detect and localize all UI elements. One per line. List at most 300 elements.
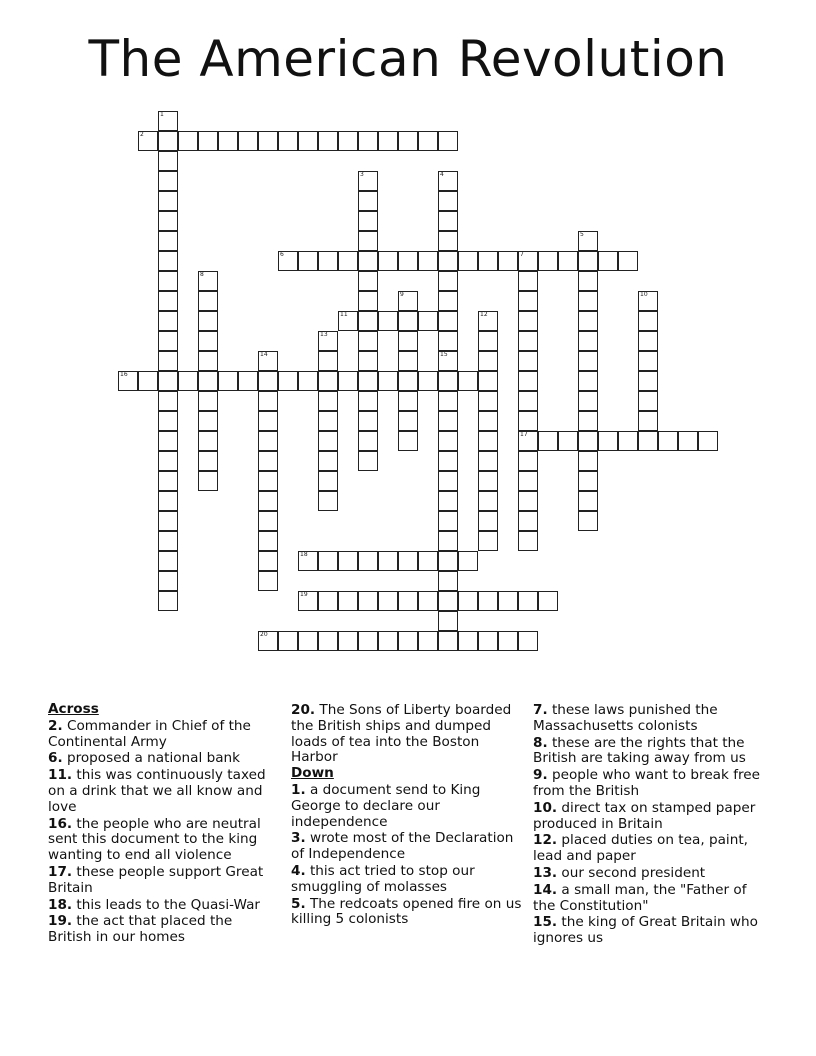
across-clue	[48, 898, 280, 914]
down-clue-list-continued	[533, 703, 768, 947]
grid-cell[interactable]	[618, 251, 638, 271]
clue-text: the king of Great Britain who ignores us	[533, 914, 758, 947]
grid-cell[interactable]	[578, 511, 598, 531]
grid-cell[interactable]	[158, 471, 178, 491]
grid-cell[interactable]	[158, 551, 178, 571]
clue-number: 1	[160, 111, 164, 118]
grid-cell[interactable]	[318, 471, 338, 491]
grid-cell[interactable]	[518, 511, 538, 531]
grid-cell[interactable]	[158, 191, 178, 211]
across-clue	[48, 817, 280, 864]
grid-cell[interactable]	[538, 431, 558, 451]
down-clue	[291, 897, 523, 929]
grid-cell[interactable]	[198, 411, 218, 431]
grid-cell[interactable]	[358, 211, 378, 231]
clue-text: a document send to King George to declare our independence	[291, 781, 481, 830]
grid-cell[interactable]	[398, 631, 418, 651]
grid-cell[interactable]	[318, 451, 338, 471]
grid-cell[interactable]	[158, 251, 178, 271]
grid-cell[interactable]	[478, 511, 498, 531]
grid-cell[interactable]	[318, 251, 338, 271]
grid-cell[interactable]	[438, 251, 458, 271]
grid-cell[interactable]	[398, 131, 418, 151]
grid-cell[interactable]	[498, 631, 518, 651]
grid-cell[interactable]	[278, 371, 298, 391]
grid-cell[interactable]	[438, 351, 458, 371]
grid-cell[interactable]	[258, 551, 278, 571]
grid-cell[interactable]	[578, 431, 598, 451]
clue-number: 20.	[291, 702, 316, 718]
grid-cell[interactable]	[198, 351, 218, 371]
grid-cell[interactable]	[378, 131, 398, 151]
grid-cell[interactable]	[158, 131, 178, 151]
grid-cell[interactable]	[438, 411, 458, 431]
grid-cell[interactable]	[438, 571, 458, 591]
grid-cell[interactable]	[518, 391, 538, 411]
grid-cell[interactable]	[398, 351, 418, 371]
grid-cell[interactable]	[358, 291, 378, 311]
grid-cell[interactable]	[158, 351, 178, 371]
grid-cell[interactable]	[258, 471, 278, 491]
grid-cell[interactable]	[278, 251, 298, 271]
grid-cell[interactable]	[578, 271, 598, 291]
grid-cell[interactable]	[518, 271, 538, 291]
grid-cell[interactable]	[298, 591, 318, 611]
grid-cell[interactable]	[318, 631, 338, 651]
grid-cell[interactable]	[518, 591, 538, 611]
down-clue-list	[291, 783, 523, 928]
clue-number: 19	[300, 591, 308, 598]
grid-cell[interactable]	[378, 551, 398, 571]
grid-cell[interactable]	[578, 411, 598, 431]
grid-cell[interactable]	[158, 511, 178, 531]
grid-cell[interactable]	[278, 131, 298, 151]
clue-text: wrote most of the Declaration of Independence	[291, 830, 514, 863]
grid-cell[interactable]	[398, 591, 418, 611]
grid-cell[interactable]	[158, 331, 178, 351]
grid-cell[interactable]	[258, 631, 278, 651]
clue-number: 14	[260, 351, 268, 358]
grid-cell[interactable]	[358, 451, 378, 471]
grid-cell[interactable]	[418, 311, 438, 331]
clue-text: placed duties on tea, paint, lead and paper	[533, 832, 748, 865]
grid-cell[interactable]	[318, 591, 338, 611]
grid-cell[interactable]	[438, 171, 458, 191]
grid-cell[interactable]	[158, 171, 178, 191]
grid-cell[interactable]	[258, 531, 278, 551]
clue-text: our second president	[557, 864, 706, 881]
grid-cell[interactable]	[258, 491, 278, 511]
grid-cell[interactable]	[458, 251, 478, 271]
grid-cell[interactable]	[358, 411, 378, 431]
grid-cell[interactable]	[438, 391, 458, 411]
clue-text: the act that placed the British in our homes	[48, 913, 233, 946]
grid-cell[interactable]	[378, 631, 398, 651]
grid-cell[interactable]	[578, 251, 598, 271]
grid-cell[interactable]	[298, 631, 318, 651]
grid-cell[interactable]	[458, 551, 478, 571]
grid-cell[interactable]	[298, 251, 318, 271]
across-heading: Across	[48, 701, 99, 717]
grid-cell[interactable]	[398, 391, 418, 411]
grid-cell[interactable]	[418, 631, 438, 651]
clues-column-2	[291, 702, 523, 928]
clue-number: 15.	[533, 914, 558, 931]
across-clue	[291, 703, 523, 766]
grid-cell[interactable]	[518, 311, 538, 331]
clues-column-3	[533, 702, 768, 947]
grid-cell[interactable]	[438, 591, 458, 611]
grid-cell[interactable]	[258, 411, 278, 431]
clue-number: 5	[580, 231, 584, 238]
grid-cell[interactable]	[438, 511, 458, 531]
grid-cell[interactable]	[618, 431, 638, 451]
grid-cell[interactable]	[698, 431, 718, 451]
grid-cell[interactable]	[158, 271, 178, 291]
grid-cell[interactable]	[638, 351, 658, 371]
grid-cell[interactable]	[158, 591, 178, 611]
grid-cell[interactable]	[138, 371, 158, 391]
clue-text: this leads to the Quasi-War	[72, 896, 260, 913]
clue-number: 3.	[291, 830, 306, 847]
grid-cell[interactable]	[438, 371, 458, 391]
grid-cell[interactable]	[198, 471, 218, 491]
grid-cell[interactable]	[198, 311, 218, 331]
grid-cell[interactable]	[578, 331, 598, 351]
grid-cell[interactable]	[178, 131, 198, 151]
clue-number: 11.	[48, 767, 73, 784]
grid-cell[interactable]	[378, 371, 398, 391]
clue-number: 4.	[291, 862, 306, 879]
grid-cell[interactable]	[538, 251, 558, 271]
grid-cell[interactable]	[278, 631, 298, 651]
clue-text: the people who are neutral sent this document to the king wanting to end all violence	[48, 815, 261, 864]
grid-cell[interactable]	[598, 251, 618, 271]
grid-cell[interactable]	[158, 391, 178, 411]
grid-cell[interactable]	[578, 351, 598, 371]
clue-text: these people support Great Britain	[48, 863, 264, 896]
grid-cell[interactable]	[338, 371, 358, 391]
grid-cell[interactable]	[358, 431, 378, 451]
grid-cell[interactable]	[318, 131, 338, 151]
grid-cell[interactable]	[358, 391, 378, 411]
clue-number: 14.	[533, 881, 558, 898]
grid-cell[interactable]	[318, 431, 338, 451]
grid-cell[interactable]	[498, 251, 518, 271]
grid-cell[interactable]	[578, 471, 598, 491]
grid-cell[interactable]	[398, 431, 418, 451]
grid-cell[interactable]	[478, 311, 498, 331]
grid-cell[interactable]	[338, 311, 358, 331]
grid-cell[interactable]	[478, 351, 498, 371]
grid-cell[interactable]	[398, 291, 418, 311]
grid-cell[interactable]	[358, 551, 378, 571]
down-clue	[533, 883, 768, 915]
grid-cell[interactable]	[578, 391, 598, 411]
clue-number: 8	[200, 271, 204, 278]
grid-cell[interactable]	[418, 131, 438, 151]
grid-cell[interactable]	[298, 551, 318, 571]
grid-cell[interactable]	[258, 391, 278, 411]
grid-cell[interactable]	[518, 371, 538, 391]
grid-cell[interactable]	[258, 511, 278, 531]
clue-number: 2.	[48, 717, 63, 734]
grid-cell[interactable]	[198, 391, 218, 411]
clue-number: 4	[440, 171, 444, 178]
clue-number: 9.	[533, 767, 548, 784]
grid-cell[interactable]	[518, 451, 538, 471]
grid-cell[interactable]	[478, 491, 498, 511]
grid-cell[interactable]	[638, 371, 658, 391]
grid-cell[interactable]	[518, 251, 538, 271]
grid-cell[interactable]	[438, 451, 458, 471]
grid-cell[interactable]	[578, 311, 598, 331]
grid-cell[interactable]	[358, 271, 378, 291]
clue-number: 19.	[48, 913, 73, 930]
grid-cell[interactable]	[438, 311, 458, 331]
grid-cell[interactable]	[518, 411, 538, 431]
grid-cell[interactable]	[358, 331, 378, 351]
grid-cell[interactable]	[358, 231, 378, 251]
grid-cell[interactable]	[418, 551, 438, 571]
grid-cell[interactable]	[158, 311, 178, 331]
grid-cell[interactable]	[318, 411, 338, 431]
grid-cell[interactable]	[578, 451, 598, 471]
down-clue	[533, 833, 768, 865]
grid-cell[interactable]	[458, 631, 478, 651]
grid-cell[interactable]	[398, 251, 418, 271]
grid-cell[interactable]	[298, 371, 318, 391]
grid-cell[interactable]	[198, 431, 218, 451]
grid-cell[interactable]	[198, 131, 218, 151]
clue-number: 2	[140, 131, 144, 138]
grid-cell[interactable]	[198, 451, 218, 471]
grid-cell[interactable]	[258, 431, 278, 451]
clue-text: Commander in Chief of the Continental Army	[48, 717, 251, 750]
grid-cell[interactable]	[318, 331, 338, 351]
clues-column-1	[48, 702, 280, 946]
grid-cell[interactable]	[378, 251, 398, 271]
grid-cell[interactable]	[258, 571, 278, 591]
grid-cell[interactable]	[438, 551, 458, 571]
grid-cell[interactable]	[398, 371, 418, 391]
grid-cell[interactable]	[418, 371, 438, 391]
grid-cell[interactable]	[318, 351, 338, 371]
grid-cell[interactable]	[338, 591, 358, 611]
grid-cell[interactable]	[638, 431, 658, 451]
grid-cell[interactable]	[118, 371, 138, 391]
grid-cell[interactable]	[518, 431, 538, 451]
grid-cell[interactable]	[138, 131, 158, 151]
grid-cell[interactable]	[358, 131, 378, 151]
across-clue-list-continued	[291, 703, 523, 766]
grid-cell[interactable]	[478, 531, 498, 551]
grid-cell[interactable]	[678, 431, 698, 451]
grid-cell[interactable]	[318, 551, 338, 571]
grid-cell[interactable]	[338, 551, 358, 571]
grid-cell[interactable]	[438, 491, 458, 511]
clue-number: 18	[300, 551, 308, 558]
grid-cell[interactable]	[218, 131, 238, 151]
grid-cell[interactable]	[158, 491, 178, 511]
grid-cell[interactable]	[518, 531, 538, 551]
grid-cell[interactable]	[578, 371, 598, 391]
grid-cell[interactable]	[638, 311, 658, 331]
grid-cell[interactable]	[518, 331, 538, 351]
grid-cell[interactable]	[158, 151, 178, 171]
grid-cell[interactable]	[538, 591, 558, 611]
grid-cell[interactable]	[398, 311, 418, 331]
grid-cell[interactable]	[518, 491, 538, 511]
clue-number: 16.	[48, 815, 73, 832]
grid-cell[interactable]	[358, 631, 378, 651]
grid-cell[interactable]	[658, 431, 678, 451]
grid-cell[interactable]	[418, 591, 438, 611]
down-clue	[533, 736, 768, 768]
grid-cell[interactable]	[258, 351, 278, 371]
across-clue	[48, 914, 280, 946]
down-clue	[533, 915, 768, 947]
grid-cell[interactable]	[478, 451, 498, 471]
clue-text: The Sons of Liberty boarded the British ships and dumped loads of tea into the Boston Harbor	[291, 702, 512, 766]
grid-cell[interactable]	[598, 431, 618, 451]
across-clue	[48, 719, 280, 751]
grid-cell[interactable]	[518, 351, 538, 371]
grid-cell[interactable]	[158, 451, 178, 471]
grid-cell[interactable]	[158, 111, 178, 131]
grid-cell[interactable]	[198, 371, 218, 391]
grid-cell[interactable]	[438, 231, 458, 251]
across-clue-list	[48, 719, 280, 946]
grid-cell[interactable]	[338, 251, 358, 271]
grid-cell[interactable]	[158, 231, 178, 251]
grid-cell[interactable]	[558, 251, 578, 271]
clue-text: a small man, the "Father of the Constitution"	[533, 881, 747, 914]
grid-cell[interactable]	[478, 331, 498, 351]
grid-cell[interactable]	[158, 531, 178, 551]
grid-cell[interactable]	[458, 591, 478, 611]
grid-cell[interactable]	[158, 411, 178, 431]
grid-cell[interactable]	[338, 631, 358, 651]
down-clue	[291, 831, 523, 863]
grid-cell[interactable]	[558, 431, 578, 451]
grid-cell[interactable]	[638, 331, 658, 351]
grid-cell[interactable]	[518, 471, 538, 491]
down-clue	[291, 864, 523, 896]
grid-cell[interactable]	[438, 271, 458, 291]
grid-cell[interactable]	[358, 371, 378, 391]
grid-cell[interactable]	[638, 411, 658, 431]
grid-cell[interactable]	[318, 371, 338, 391]
grid-cell[interactable]	[298, 131, 318, 151]
grid-cell[interactable]	[578, 231, 598, 251]
grid-cell[interactable]	[318, 491, 338, 511]
grid-cell[interactable]	[438, 331, 458, 351]
grid-cell[interactable]	[358, 311, 378, 331]
grid-cell[interactable]	[198, 291, 218, 311]
grid-cell[interactable]	[318, 391, 338, 411]
clue-number: 10.	[533, 799, 558, 816]
grid-cell[interactable]	[518, 631, 538, 651]
grid-cell[interactable]	[158, 291, 178, 311]
grid-cell[interactable]	[438, 191, 458, 211]
down-clue	[533, 703, 768, 735]
across-clue	[48, 751, 280, 767]
grid-cell[interactable]	[478, 411, 498, 431]
clue-number: 17	[520, 431, 528, 438]
grid-cell[interactable]	[258, 371, 278, 391]
grid-cell[interactable]	[638, 291, 658, 311]
grid-cell[interactable]	[198, 271, 218, 291]
grid-cell[interactable]	[238, 371, 258, 391]
grid-cell[interactable]	[478, 471, 498, 491]
clue-text: people who want to break free from the British	[533, 767, 761, 799]
grid-cell[interactable]	[438, 471, 458, 491]
grid-cell[interactable]	[378, 311, 398, 331]
grid-cell[interactable]	[478, 251, 498, 271]
grid-cell[interactable]	[438, 291, 458, 311]
grid-cell[interactable]	[198, 331, 218, 351]
grid-cell[interactable]	[578, 291, 598, 311]
grid-cell[interactable]	[438, 131, 458, 151]
grid-cell[interactable]	[358, 191, 378, 211]
grid-cell[interactable]	[438, 611, 458, 631]
grid-cell[interactable]	[518, 291, 538, 311]
clue-number: 5.	[291, 895, 306, 912]
grid-cell[interactable]	[438, 431, 458, 451]
grid-cell[interactable]	[158, 371, 178, 391]
clue-number: 20	[260, 631, 268, 638]
grid-cell[interactable]	[638, 391, 658, 411]
grid-cell[interactable]	[438, 531, 458, 551]
grid-cell[interactable]	[398, 551, 418, 571]
clue-number: 1.	[291, 781, 306, 798]
grid-cell[interactable]	[178, 371, 198, 391]
grid-cell[interactable]	[458, 371, 478, 391]
grid-cell[interactable]	[478, 431, 498, 451]
grid-cell[interactable]	[418, 251, 438, 271]
grid-cell[interactable]	[358, 591, 378, 611]
grid-cell[interactable]	[438, 631, 458, 651]
grid-cell[interactable]	[258, 451, 278, 471]
grid-cell[interactable]	[438, 211, 458, 231]
grid-cell[interactable]	[378, 591, 398, 611]
clue-number: 16	[120, 371, 128, 378]
grid-cell[interactable]	[478, 391, 498, 411]
grid-cell[interactable]	[358, 351, 378, 371]
grid-cell[interactable]	[478, 591, 498, 611]
grid-cell[interactable]	[398, 331, 418, 351]
grid-cell[interactable]	[218, 371, 238, 391]
grid-cell[interactable]	[238, 131, 258, 151]
grid-cell[interactable]	[498, 591, 518, 611]
grid-cell[interactable]	[578, 491, 598, 511]
grid-cell[interactable]	[158, 431, 178, 451]
clue-text: direct tax on stamped paper produced in Britain	[533, 799, 756, 832]
grid-cell[interactable]	[478, 631, 498, 651]
grid-cell[interactable]	[158, 571, 178, 591]
grid-cell[interactable]	[398, 411, 418, 431]
across-clue	[48, 768, 280, 815]
grid-cell[interactable]	[358, 251, 378, 271]
grid-cell[interactable]	[358, 171, 378, 191]
grid-cell[interactable]	[338, 131, 358, 151]
clue-text: these are the rights that the British are taking away from us	[533, 734, 746, 767]
grid-cell[interactable]	[478, 371, 498, 391]
grid-cell[interactable]	[158, 211, 178, 231]
puzzle-title: The American Revolution	[88, 30, 728, 88]
grid-cell[interactable]	[258, 131, 278, 151]
